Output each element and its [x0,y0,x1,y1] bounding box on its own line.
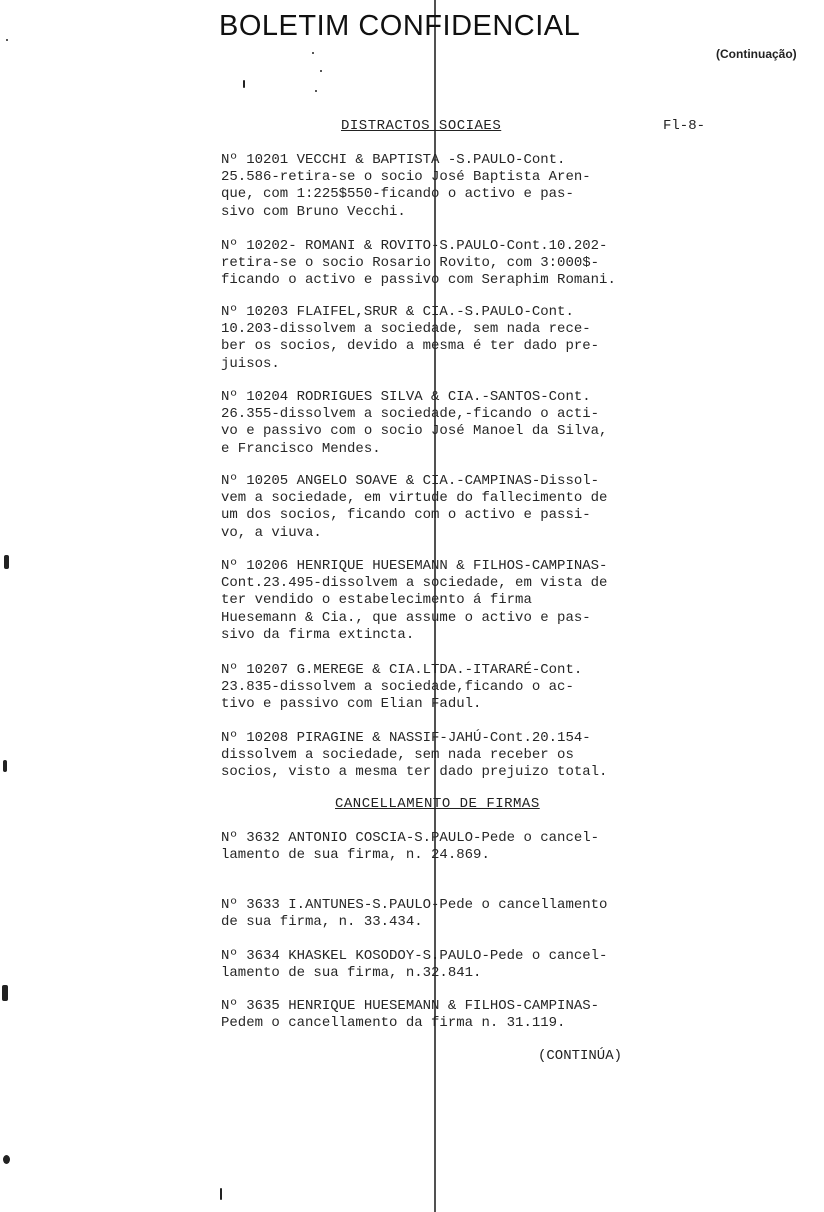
scan-speck [220,1188,222,1200]
scan-speck [6,39,8,41]
distracto-entry-10206: Nº 10206 HENRIQUE HUESEMANN & FILHOS-CAMPINAS- Cont.23.495-dissolvem a sociedade, em vista de ter vendido o estabelecimento á firma Huesemann & Cia., que assume o activo e pas- sivo da firma extincta. [221,558,608,643]
section-heading-cancellamento: CANCELLAMENTO DE FIRMAS [335,796,540,812]
distracto-entry-10201: Nº 10201 VECCHI & BAPTISTA -S.PAULO-Cont. 25.586-retira-se o socio José Baptista Aren- que, com 1:225$550-ficando o activo e pas- sivo com Bruno Vecchi. [221,152,591,220]
continuation-label: (Continuação) [716,47,797,61]
cancellamento-entry-3635: Nº 3635 HENRIQUE HUESEMANN & FILHOS-CAMPINAS- Pedem o cancellamento da firma n. 31.119. [221,998,600,1032]
distracto-entry-10204: Nº 10204 RODRIGUES SILVA & CIA.-SANTOS-Cont. 26.355-dissolvem a sociedade,-ficando o acti- vo e passivo com o socio José Manoel da Silva, e Francisco Mendes. [221,389,608,457]
section-heading-distractos: DISTRACTOS SOCIAES [341,118,502,134]
distracto-entry-10203: Nº 10203 FLAIFEL,SRUR & CIA.-S.PAULO-Cont. 10.203-dissolvem a sociedade, sem nada rece- ber os socios, devido a mesma é ter dado pre- juisos. [221,304,600,372]
page-number: Fl-8- [663,118,706,134]
distracto-entry-10202: Nº 10202- ROMANI & ROVITO-S.PAULO-Cont.10.202- retira-se o socio Rosario Rovito, com 3:000$- ficando o activo e passivo com Seraphim Romani. [221,238,616,289]
distracto-entry-10208: Nº 10208 PIRAGINE & NASSIF-JAHÚ-Cont.20.154- dissolvem a sociedade, sem nada receber os socios, visto a mesma ter dado prejuizo total. [221,730,608,781]
cancellamento-entry-3633: Nº 3633 I.ANTUNES-S.PAULO-Pede o cancellamento de sua firma, n. 33.434. [221,897,608,931]
document-title: BOLETIM CONFIDENCIAL [219,10,581,42]
continua-label: (CONTINÚA) [538,1048,623,1064]
scan-speck [312,52,314,54]
distracto-entry-10205: Nº 10205 ANGELO SOAVE & CIA.-CAMPINAS-Dissol- vem a sociedade, em virtude do fallecimento de um dos socios, ficando com o activo e passi- vo, a viuva. [221,473,608,541]
scan-speck [3,1155,10,1164]
distracto-entry-10207: Nº 10207 G.MEREGE & CIA.LTDA.-ITARARÉ-Cont. 23.835-dissolvem a sociedade,ficando o ac- tivo e passivo com Elian Fadul. [221,662,583,713]
cancellamento-entry-3634: Nº 3634 KHASKEL KOSODOY-S.PAULO-Pede o cancel- lamento de sua firma, n.32.841. [221,948,608,982]
cancellamento-entry-3632: Nº 3632 ANTONIO COSCIA-S.PAULO-Pede o cancel- lamento de sua firma, n. 24.869. [221,830,600,864]
scan-speck [2,985,8,1001]
scan-speck [320,70,322,72]
scan-speck [3,760,7,772]
scan-speck [315,90,317,92]
scan-speck [243,80,245,88]
scan-speck [4,555,9,569]
